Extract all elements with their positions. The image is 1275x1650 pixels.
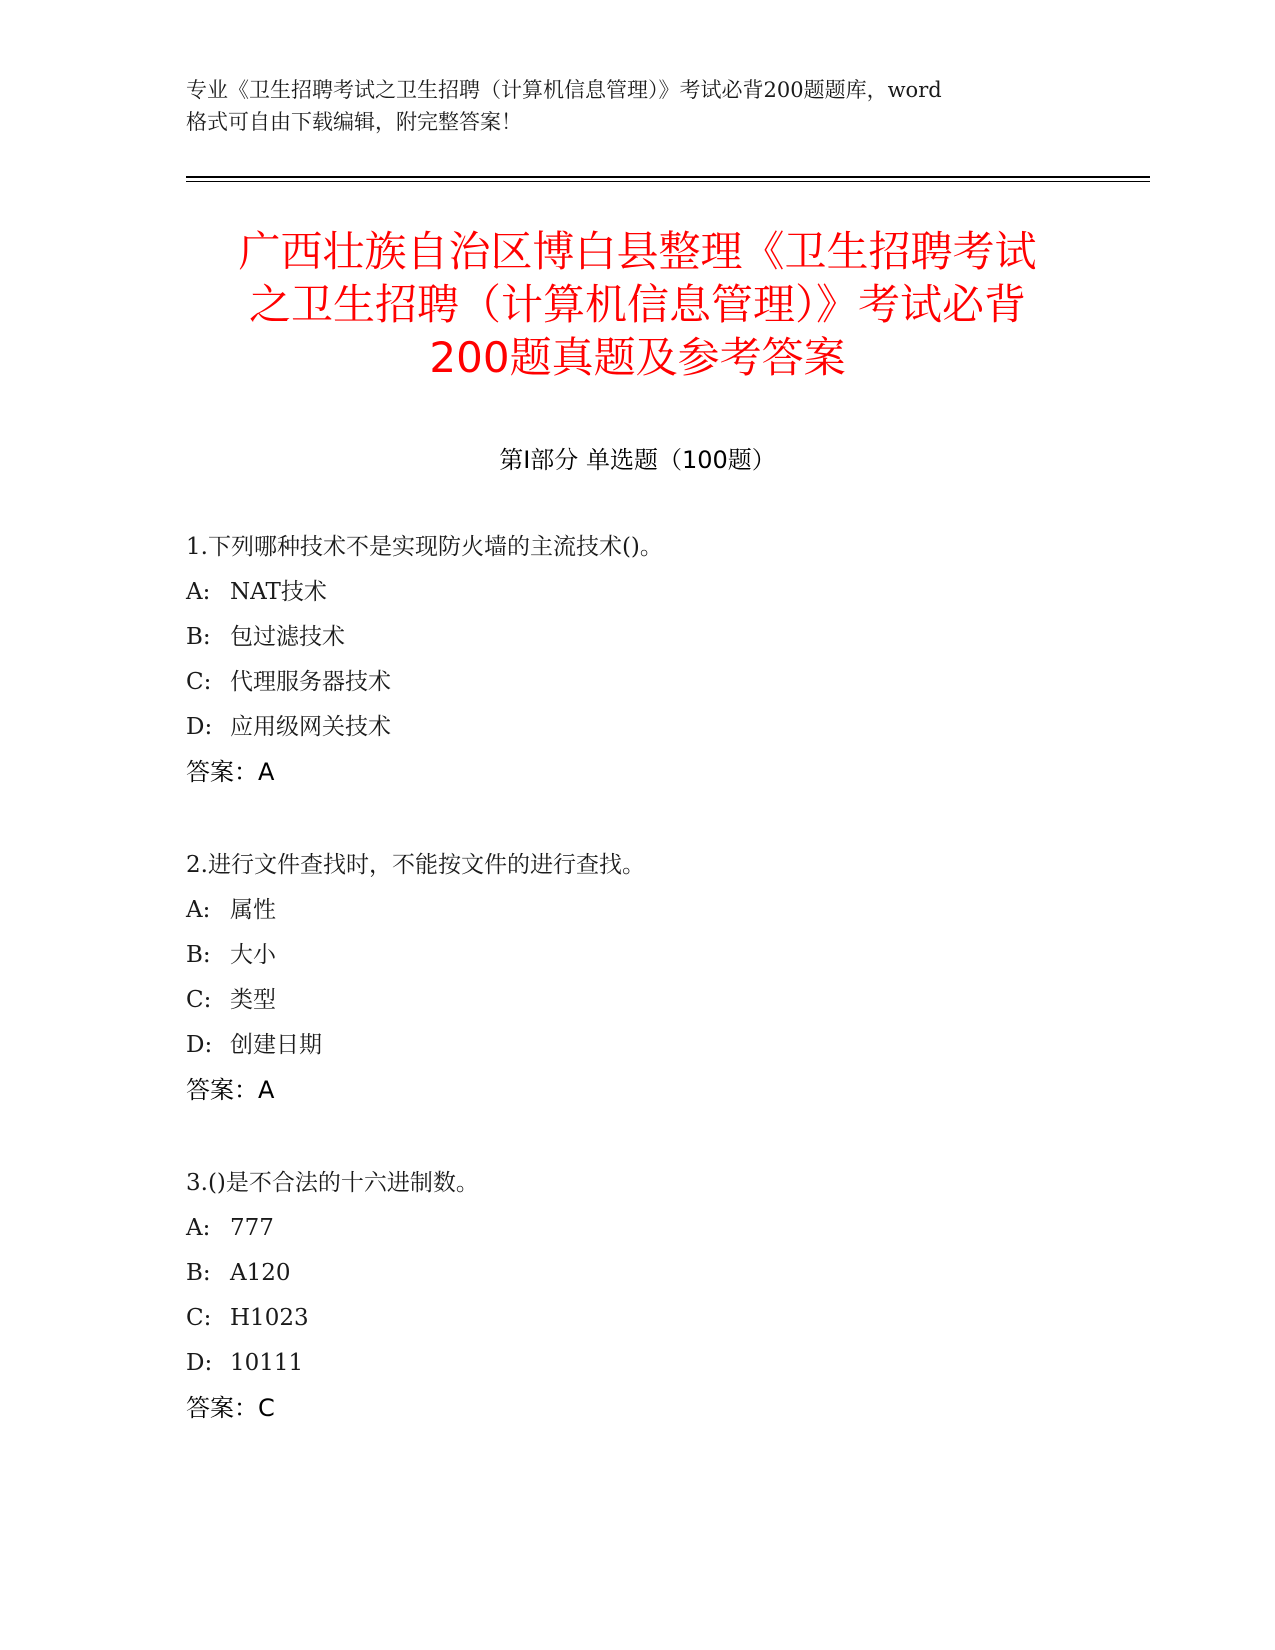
- option-text: 包过滤技术: [230, 624, 345, 650]
- header-note: [186, 74, 1086, 138]
- option-label: D:: [186, 714, 213, 740]
- option-a: [186, 1206, 1186, 1251]
- option-label: D:: [186, 1032, 213, 1058]
- option-text: 10111: [230, 1350, 304, 1376]
- question-2: [186, 843, 1186, 1113]
- document-title: [150, 225, 1125, 384]
- title-line2: 之卫生招聘（计算机信息管理）》考试必背: [248, 280, 1026, 329]
- option-c: [186, 1296, 1186, 1341]
- header-note-line2: 格式可自由下载编辑，附完整答案！: [186, 110, 522, 134]
- option-b: [186, 933, 1186, 978]
- option-text: 创建日期: [230, 1032, 322, 1058]
- option-text: 大小: [230, 942, 276, 968]
- option-text: 应用级网关技术: [230, 714, 391, 740]
- option-text: A120: [230, 1260, 291, 1286]
- option-d: [186, 1341, 1186, 1386]
- option-label: B:: [186, 942, 211, 968]
- question-stem: 2.进行文件查找时，不能按文件的进行查找。: [186, 852, 645, 878]
- section-heading: 第Ⅰ部分 单选题（100题）: [499, 446, 776, 474]
- question-3: [186, 1161, 1186, 1431]
- header-note-line1: 专业《卫生招聘考试之卫生招聘（计算机信息管理）》考试必背200题题库，word: [186, 78, 942, 102]
- option-label: B:: [186, 1260, 211, 1286]
- title-line3: 200题真题及参考答案: [429, 333, 846, 382]
- option-b: [186, 615, 1186, 660]
- question-stem: 1.下列哪种技术不是实现防火墙的主流技术()。: [186, 534, 663, 560]
- option-text: 属性: [230, 897, 276, 923]
- option-text: 777: [230, 1215, 274, 1241]
- answer: 答案：A: [186, 1076, 275, 1104]
- answer: 答案：C: [186, 1394, 275, 1422]
- option-label: A:: [186, 579, 211, 605]
- option-label: C:: [186, 1305, 212, 1331]
- option-d: [186, 1023, 1186, 1068]
- option-text: H1023: [230, 1305, 309, 1331]
- option-label: B:: [186, 624, 211, 650]
- answer: 答案：A: [186, 758, 275, 786]
- header-divider-thick: [186, 176, 1150, 178]
- option-text: 代理服务器技术: [230, 669, 391, 695]
- title-line1: 广西壮族自治区博白县整理《卫生招聘考试: [238, 227, 1037, 276]
- option-a: [186, 570, 1186, 615]
- option-b: [186, 1251, 1186, 1296]
- option-a: [186, 888, 1186, 933]
- option-text: 类型: [230, 987, 276, 1013]
- option-d: [186, 705, 1186, 750]
- option-label: C:: [186, 669, 212, 695]
- question-1: [186, 525, 1186, 795]
- header-divider-thin: [186, 181, 1150, 182]
- option-label: D:: [186, 1350, 213, 1376]
- question-stem: 3.()是不合法的十六进制数。: [186, 1170, 479, 1196]
- option-c: [186, 660, 1186, 705]
- option-label: C:: [186, 987, 212, 1013]
- option-text: NAT技术: [230, 579, 327, 605]
- option-label: A:: [186, 1215, 211, 1241]
- option-label: A:: [186, 897, 211, 923]
- option-c: [186, 978, 1186, 1023]
